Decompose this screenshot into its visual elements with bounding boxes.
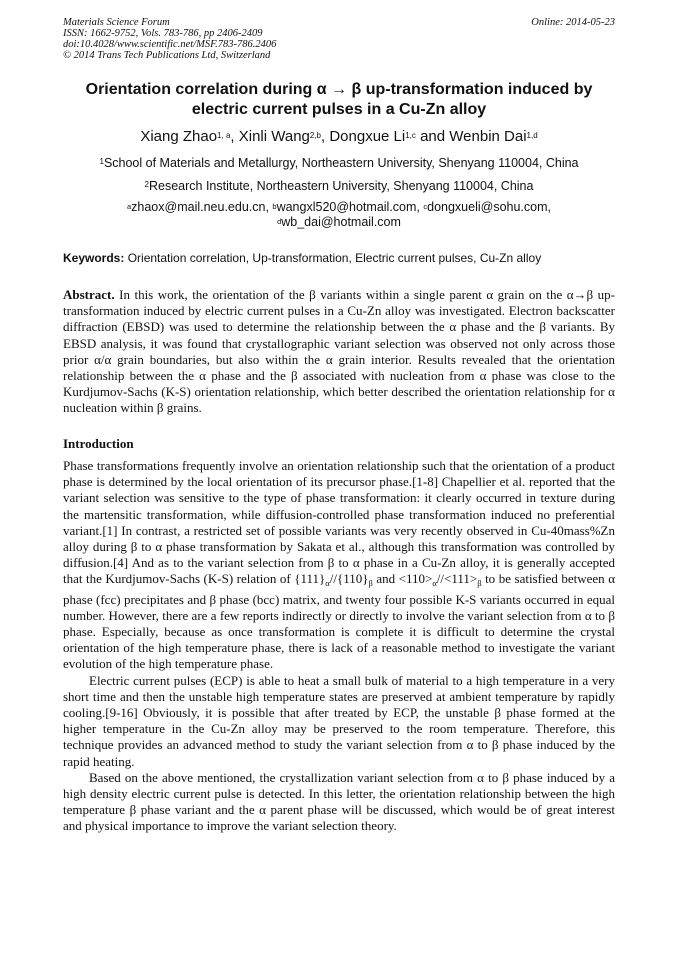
author-affiliation-mark: 2,b	[309, 131, 321, 140]
author-name: Xinli Wang	[238, 128, 310, 145]
abstract	[63, 287, 615, 417]
author-and: and	[415, 128, 450, 145]
paper-title-line-2: electric current pulses in a Cu-Zn alloy	[191, 101, 487, 118]
keywords-text: Orientation correlation, Up-transformation, Electric current pulses, Cu-Zn alloy	[124, 251, 542, 265]
subscript: β	[368, 578, 373, 589]
affiliation-text: Research Institute, Northeastern University, Shenyang 110004, China	[148, 179, 534, 193]
paper-title	[63, 80, 615, 120]
author-name: Dongxue Li	[329, 128, 406, 145]
email-link[interactable]: wangxl520@hotmail.com,	[276, 200, 424, 214]
subscript: α	[432, 578, 437, 589]
subscript: α	[325, 578, 330, 589]
abstract-label: Abstract.	[63, 287, 115, 302]
abstract-text: In this work, the orientation of the β variants within a single parent α grain on the α→β up-transformation induced by electric current pulses in a Cu-Zn alloy was investigated. Electron backscatter diffraction (EBSD) was used to determine the relationship between the α phase and the β variants. By EBSD analysis, it was found that crystallographic variant selection was observed not only across those prior α/α grain boundaries, but also within the α grain interior. Results revealed that the orientation relationship between the α phase and the β associated with nucleation from α phase was close to the Kurdjumov-Sachs (K-S) orientation relationship, which better described the orientation relationship for α nucleation within β grains.	[63, 287, 615, 416]
journal-issn: ISSN: 1662-9752, Vols. 783-786, pp 2406-2409	[63, 28, 263, 39]
email-mark: b	[272, 202, 277, 211]
intro-text: and <110>	[372, 571, 433, 587]
author-affiliation-mark: 1,d	[526, 131, 538, 140]
journal-copyright: © 2014 Trans Tech Publications Ltd, Switzerland	[63, 50, 271, 61]
intro-text: to be satisfied between α phase (fcc) precipitates and β phase (bcc) matrix, and twenty four possible K-S variants occurred in equal number. However, there are a few reports indirectly or directly to involve the variant selection from α to β phase. Especially, because as once transformation is complete it is difficult to determine the crystal orientation of the high temperature phase, there is lack of a reasonable method to investigate the variant evolution of the high temperature phase.	[63, 571, 615, 672]
author-emails	[63, 200, 615, 230]
email-mark: d	[277, 217, 282, 226]
email-mark: a	[126, 202, 132, 211]
author-affiliation-mark: 1,c	[405, 131, 416, 140]
keywords-label: Keywords:	[63, 251, 125, 265]
paper-title-line-1: Orientation correlation during α → β up-transformation induced by	[85, 81, 593, 98]
author-affiliation-mark: 1, a	[217, 131, 231, 140]
intro-text: Phase transformations frequently involve an orientation relationship such that the orientation of a product phase is determined by the local orientation of its precursor phase.[1-8] Chapellier et al. reported that the variant selection was sensitive to the type of phase transformation: it clearly occurred in texture during the martensitic transformation, while diffusion-controlled phase transformation induced no preferential variant.[1] In contrast, a restricted set of possible variants was very recently observed in Cu-40mass%Zn alloy during β to α phase transformation by Sakata et al., although this transformation was controlled by diffusion.[4] And as to the variant selection from β to α phase in a Cu-Zn alloy, it is generally accepted that the Kurdjumov-Sachs (K-S) relation of {111}	[63, 458, 615, 587]
online-date: Online: 2014-05-23	[531, 17, 615, 28]
affiliation-1	[63, 155, 615, 171]
section-heading-introduction: Introduction	[63, 436, 134, 451]
author-name: Wenbin Dai	[449, 128, 527, 145]
email-link[interactable]: zhaox@mail.neu.edu.cn,	[131, 200, 273, 214]
introduction-body	[63, 458, 615, 835]
email-mark: c	[423, 202, 428, 211]
affiliation-mark: 1	[99, 157, 104, 166]
intro-paragraph-2: Electric current pulses (ECP) is able to heat a small bulk of material to a high temperature in a very short time and then the unstable high temperature states are preserved at ambient temperature by rapidly cooling.[9-16] Obviously, it is possible that after treated by ECP, the unstable β phase formed at the higher temperature in the Cu-Zn alloy may be preserved to the room temperature. Therefore, this technique provides an advanced method to study the variant selection from α to β phase induced by the rapid heating.	[63, 672, 615, 769]
subscript: β	[477, 578, 482, 589]
affiliation-text: School of Materials and Metallurgy, Northeastern University, Shenyang 110004, China	[103, 156, 579, 170]
email-link[interactable]: wb_dai@hotmail.com	[281, 215, 401, 229]
affiliation-2	[63, 178, 615, 194]
intro-text: //{110}	[329, 571, 369, 587]
author-separator: ,	[321, 128, 330, 145]
journal-name: Materials Science Forum	[63, 17, 170, 28]
intro-paragraph-3: Based on the above mentioned, the crystallization variant selection from α to β phase induced by a high density electric current pulse is detected. In this letter, the orientation relationship between the high temperature β phase variant and the α parent phase will be discussed, which would be of great interest and physical importance to improve the variant selection theory.	[63, 769, 615, 834]
intro-paragraph-1	[63, 458, 615, 673]
author-separator: ,	[230, 128, 239, 145]
author-list	[63, 127, 615, 147]
author-name: Xiang Zhao	[140, 128, 218, 145]
intro-text: //<111>	[436, 571, 478, 587]
keywords	[63, 250, 615, 266]
email-link[interactable]: dongxueli@sohu.com,	[427, 200, 551, 214]
journal-header	[63, 17, 276, 61]
affiliation-mark: 2	[144, 180, 149, 189]
journal-doi[interactable]: doi:10.4028/www.scientific.net/MSF.783-786.2406	[63, 39, 277, 50]
